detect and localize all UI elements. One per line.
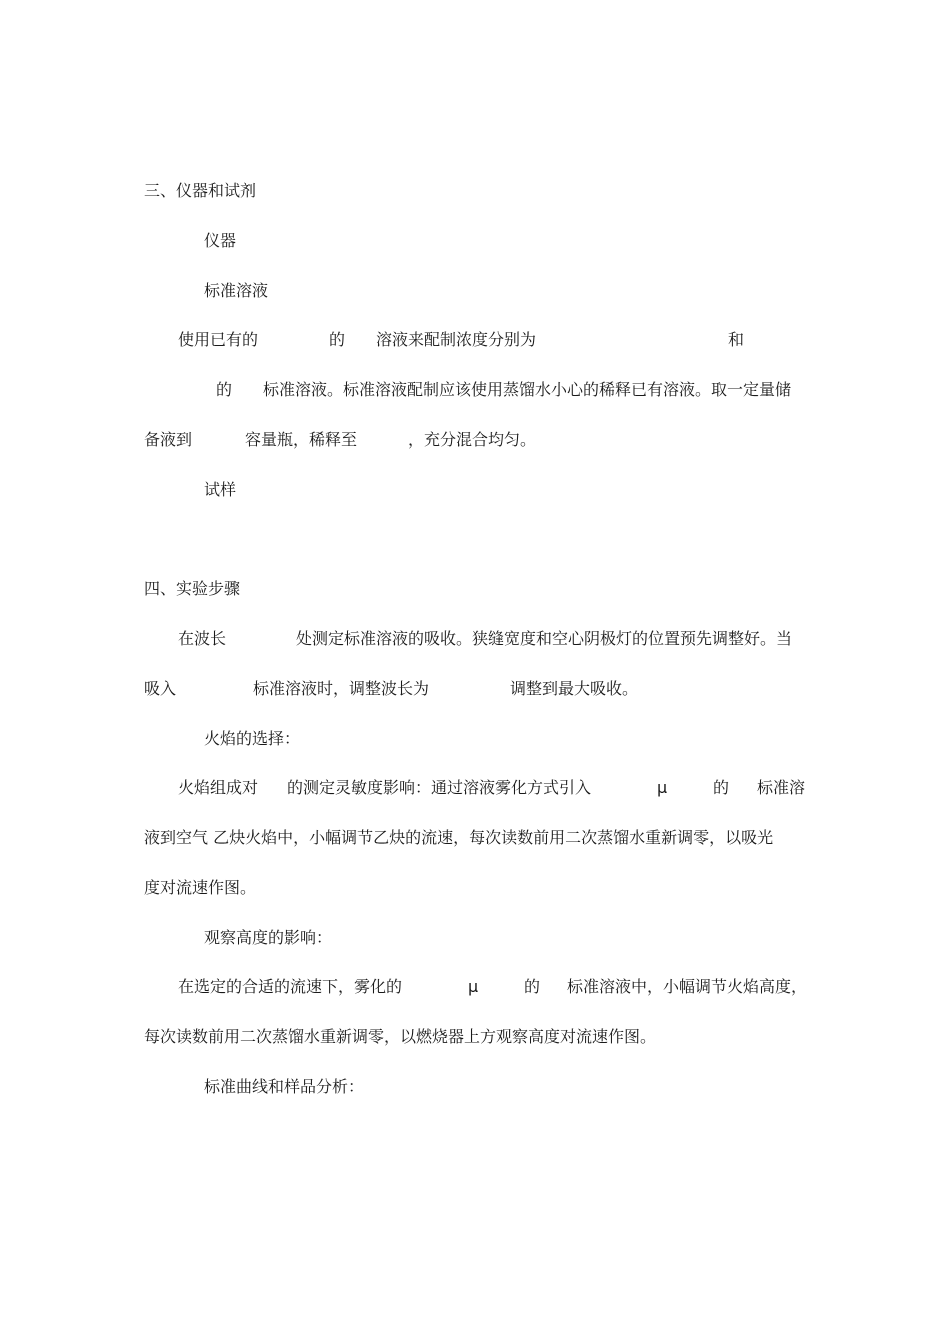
mu-symbol: μ <box>468 977 479 996</box>
text-segment: 的 <box>329 330 346 349</box>
subheading-standard-curve: 标准曲线和样品分析： <box>204 1077 365 1096</box>
subheading-sample: 试样 <box>204 480 237 499</box>
paragraph-flame-line-2: 液到空气 乙炔火焰中，小幅调节乙炔的流速，每次读数前用二次蒸馏水重新调零，以吸光 <box>144 828 774 847</box>
subheading-standard-solution: 标准溶液 <box>204 281 269 300</box>
paragraph-flame-line-3: 度对流速作图。 <box>144 878 257 897</box>
text-segment: 的 <box>524 977 541 996</box>
text-segment: 标准溶 <box>757 778 806 797</box>
text-segment: 标准溶液。标准溶液配制应该使用蒸馏水小心的稀释已有溶液。取一定量储 <box>263 380 792 399</box>
text-segment: 标准溶液时，调整波长为 <box>253 679 430 698</box>
paragraph-height-line-2: 每次读数前用二次蒸馏水重新调零，以燃烧器上方观察高度对流速作图。 <box>144 1027 657 1046</box>
text-segment: 溶液来配制浓度分别为 <box>376 330 537 349</box>
text-segment: 的 <box>713 778 730 797</box>
text-segment: 吸入 <box>144 679 177 698</box>
text-segment: 和 <box>728 330 745 349</box>
text-segment: 标准溶液中，小幅调节火焰高度， <box>567 977 808 996</box>
text-segment: 处测定标准溶液的吸收。狭缝宽度和空心阴极灯的位置预先调整好。当 <box>296 629 793 648</box>
text-segment: 备液到 <box>144 430 193 449</box>
text-segment: 使用已有的 <box>178 330 259 349</box>
text-segment: 在选定的合适的流速下，雾化的 <box>178 977 403 996</box>
section-3-heading: 三、仪器和试剂 <box>144 181 257 200</box>
text-segment: 的测定灵敏度影响：通过溶液雾化方式引入 <box>287 778 592 797</box>
text-segment: 的 <box>216 380 233 399</box>
subheading-instrument: 仪器 <box>204 231 237 250</box>
text-segment: 容量瓶，稀释至 <box>245 430 358 449</box>
text-segment: 在波长 <box>178 629 227 648</box>
subheading-flame-selection: 火焰的选择： <box>204 729 301 748</box>
section-4-heading: 四、实验步骤 <box>144 579 241 598</box>
text-segment: 调整到最大吸收。 <box>510 679 639 698</box>
text-segment: 火焰组成对 <box>178 778 259 797</box>
mu-symbol: μ <box>657 778 668 797</box>
text-segment: ，充分混合均匀。 <box>408 430 537 449</box>
subheading-observation-height: 观察高度的影响： <box>204 928 333 947</box>
